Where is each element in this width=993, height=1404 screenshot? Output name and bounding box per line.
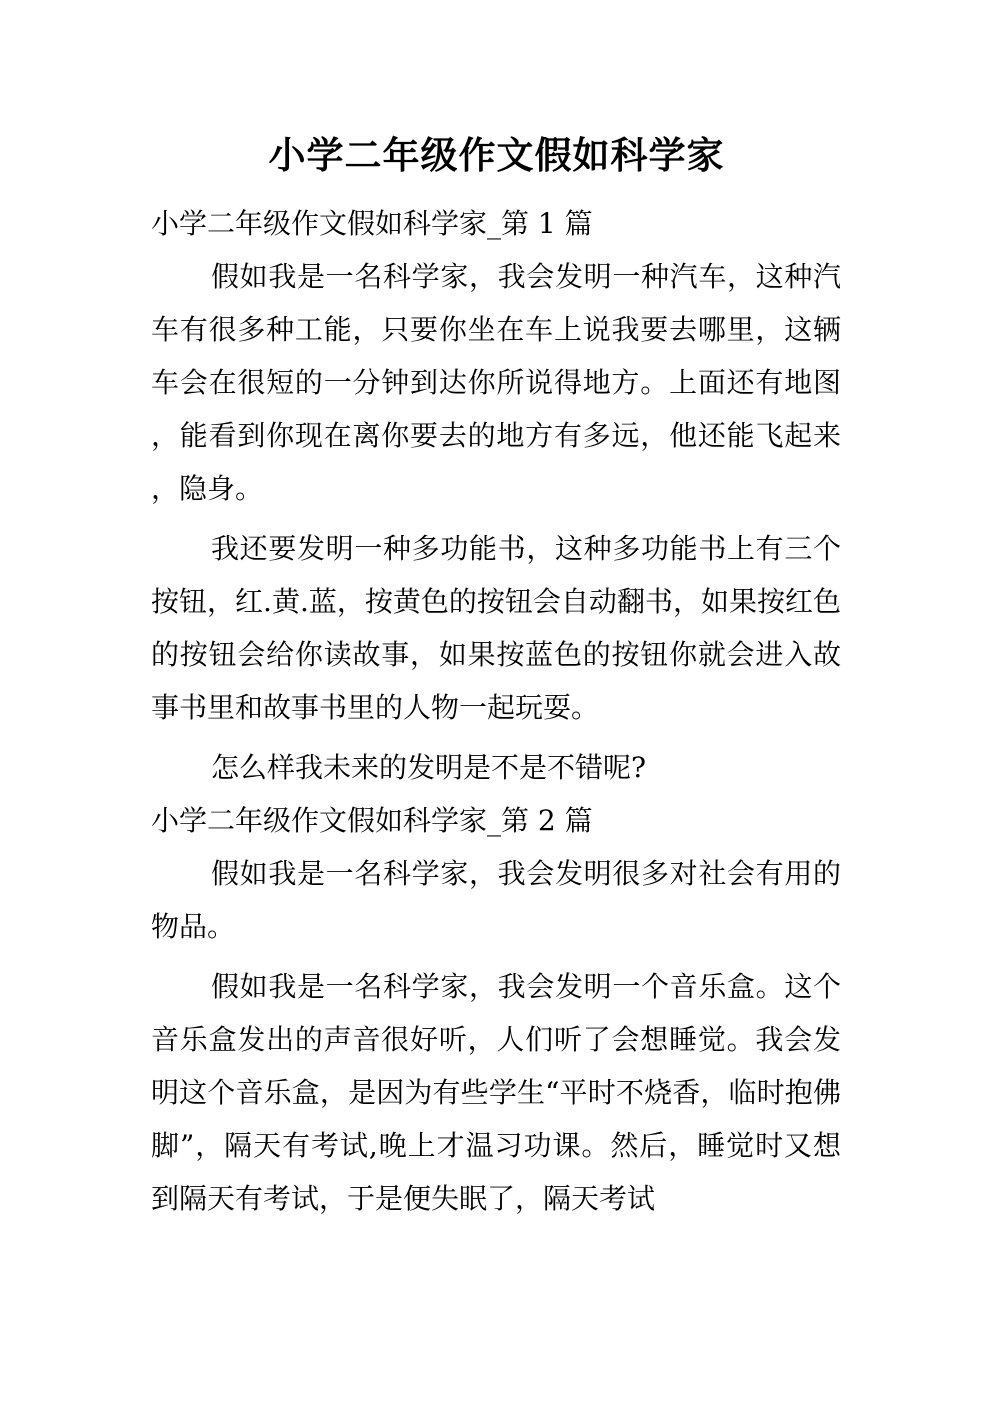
document-body <box>151 197 841 1225</box>
paragraph: 假如我是一名科学家，我会发明很多对社会有用的物品。 <box>151 857 841 943</box>
document-title: 小学二年级作文假如科学家 <box>268 134 725 177</box>
paragraph: 我还要发明一种多功能书，这种多功能书上有三个按钮，红.黄.蓝，按黄色的按钮会自动翻书，如果按红色的按钮会给你读故事，如果按蓝色的按钮你就会进入故事书里和故事书里的人物一起玩耍。 <box>151 532 841 724</box>
section-heading: 小学二年级作文假如科学家_第 2 篇 <box>151 804 593 837</box>
section-heading: 小学二年级作文假如科学家_第 1 篇 <box>151 207 593 240</box>
paragraph: 假如我是一名科学家，我会发明一种汽车，这种汽车有很多种工能，只要你坐在车上说我要去哪里，这辆车会在很短的一分钟到达你所说得地方。上面还有地图，能看到你现在离你要去的地方有多远，他还能飞起来，隐身。 <box>151 260 841 505</box>
section-1 <box>151 197 841 794</box>
paragraph: 假如我是一名科学家，我会发明一个音乐盒。这个音乐盒发出的声音很好听，人们听了会想睡觉。我会发明这个音乐盒，是因为有些学生“平时不烧香，临时抱佛脚”，隔天有考试,晚上才温习功课。然后，睡觉时又想到隔天有考试，于是便失眠了，隔天考试 <box>151 970 841 1215</box>
section-2 <box>151 794 841 1225</box>
paragraph: 怎么样我未来的发明是不是不错呢? <box>211 751 647 784</box>
